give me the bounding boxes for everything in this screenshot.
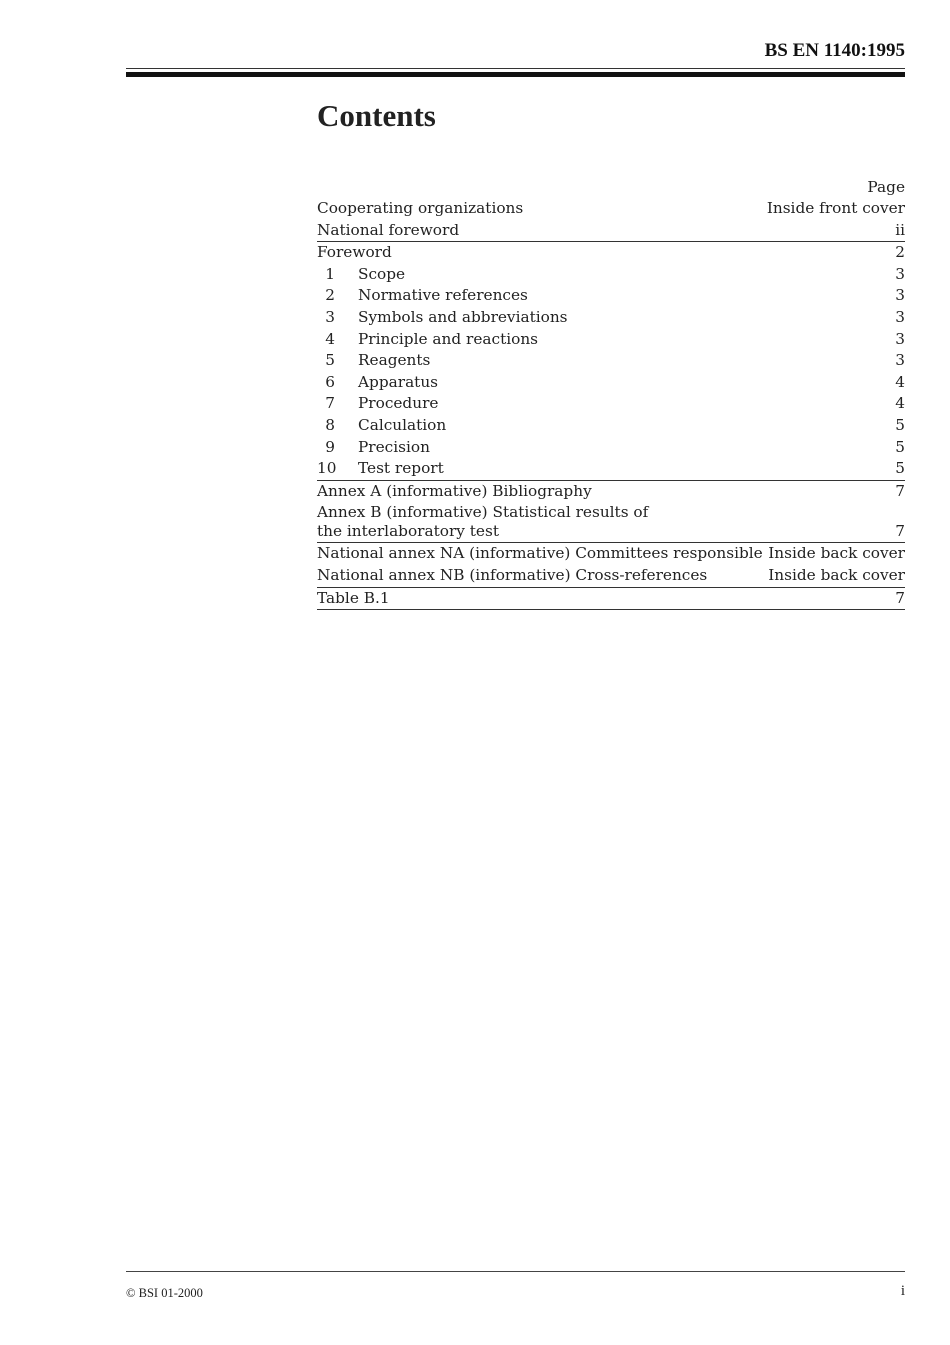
clause-label: Apparatus	[358, 372, 439, 391]
toc-entry-national-annex-nb[interactable]	[317, 565, 905, 588]
clause-label: Scope	[358, 264, 406, 283]
toc-clause-10[interactable]	[317, 458, 905, 481]
clause-page: 3	[895, 286, 905, 305]
toc-entry-page: 7	[895, 588, 905, 607]
clause-number: 9	[325, 437, 335, 456]
clause-page: 3	[895, 351, 905, 370]
clause-number: 8	[325, 415, 335, 434]
toc-clause-3[interactable]	[317, 307, 905, 329]
toc-entry-label: National foreword	[317, 220, 460, 239]
clause-label: Normative references	[358, 286, 528, 305]
toc-entry-foreword[interactable]	[317, 242, 905, 264]
clause-number: 2	[325, 286, 335, 305]
toc-entry-cooperating-organizations[interactable]	[317, 198, 905, 220]
toc-entry-label: National annex NB (informative) Cross-references	[317, 565, 708, 584]
toc-entry-label: Cooperating organizations	[317, 199, 524, 217]
toc-entry-label: Annex A (informative) Bibliography	[317, 481, 592, 500]
toc-entry-page: Inside back cover	[768, 544, 905, 563]
clause-label: Procedure	[358, 394, 439, 413]
toc-entry-label-line1: Annex B (informative) Statistical results of	[317, 503, 649, 522]
clause-number: 10	[317, 459, 337, 478]
footer-copyright: © BSI 01-2000	[126, 1286, 203, 1300]
toc-clause-8[interactable]	[317, 415, 905, 437]
clause-label: Test report	[358, 459, 444, 478]
toc-entry-page: ii	[895, 220, 905, 239]
clause-page: 3	[895, 264, 905, 283]
clause-number: 5	[325, 351, 335, 370]
toc-entry-label	[317, 503, 648, 541]
toc-clause-6[interactable]	[317, 372, 905, 394]
toc-entry-page: 7	[895, 481, 905, 500]
clause-number: 4	[325, 329, 335, 348]
clause-page: 3	[895, 307, 905, 326]
clause-page: 5	[895, 459, 905, 478]
footer-page-number: i	[900, 1283, 905, 1299]
footer-rule	[126, 1271, 905, 1272]
toc-clause-9[interactable]	[317, 437, 905, 459]
toc-entry-annex-a[interactable]	[317, 481, 905, 503]
toc-entry-page: 7	[895, 522, 905, 541]
clause-number: 3	[325, 307, 335, 326]
toc-clause-4[interactable]	[317, 329, 905, 351]
toc-entry-label-line2: the interlaboratory test	[317, 522, 499, 541]
toc-clause-1[interactable]	[317, 264, 905, 286]
clause-label: Symbols and abbreviations	[358, 307, 568, 326]
clause-label: Calculation	[358, 415, 447, 434]
header-rule-thin	[126, 68, 905, 69]
toc-entry-page: Inside front cover	[766, 199, 905, 217]
clause-page: 3	[895, 329, 905, 348]
clause-number: 7	[325, 394, 335, 413]
clause-label: Principle and reactions	[358, 329, 539, 348]
toc-entry-label: National annex NA (informative) Committees responsible	[317, 544, 763, 563]
clause-label: Reagents	[358, 351, 431, 370]
clause-page: 4	[895, 372, 905, 391]
toc-entry-label: Foreword	[317, 243, 392, 262]
toc-entry-national-foreword[interactable]	[317, 220, 905, 243]
toc-entry-table-b1[interactable]	[317, 588, 905, 611]
toc-entry-page: 2	[895, 243, 905, 262]
header-rule-thick	[126, 72, 905, 77]
clause-number: 1	[325, 264, 335, 283]
toc-clause-5[interactable]	[317, 350, 905, 372]
toc-clause-7[interactable]	[317, 393, 905, 415]
clause-number: 6	[325, 372, 335, 391]
toc-entry-page: Inside back cover	[768, 565, 905, 584]
page-title: Contents	[317, 98, 436, 133]
clause-page: 4	[895, 394, 905, 413]
toc-clause-2[interactable]	[317, 285, 905, 307]
toc-entry-annex-b[interactable]	[317, 502, 905, 543]
document-code: BS EN 1140:1995	[764, 40, 905, 61]
clause-page: 5	[895, 437, 905, 456]
toc-entry-national-annex-na[interactable]	[317, 543, 905, 565]
table-of-contents	[317, 176, 905, 610]
clause-label: Precision	[358, 437, 430, 456]
toc-entry-label: Table B.1	[317, 588, 390, 607]
clause-page: 5	[895, 415, 905, 434]
page-column-label: Page	[867, 178, 905, 196]
